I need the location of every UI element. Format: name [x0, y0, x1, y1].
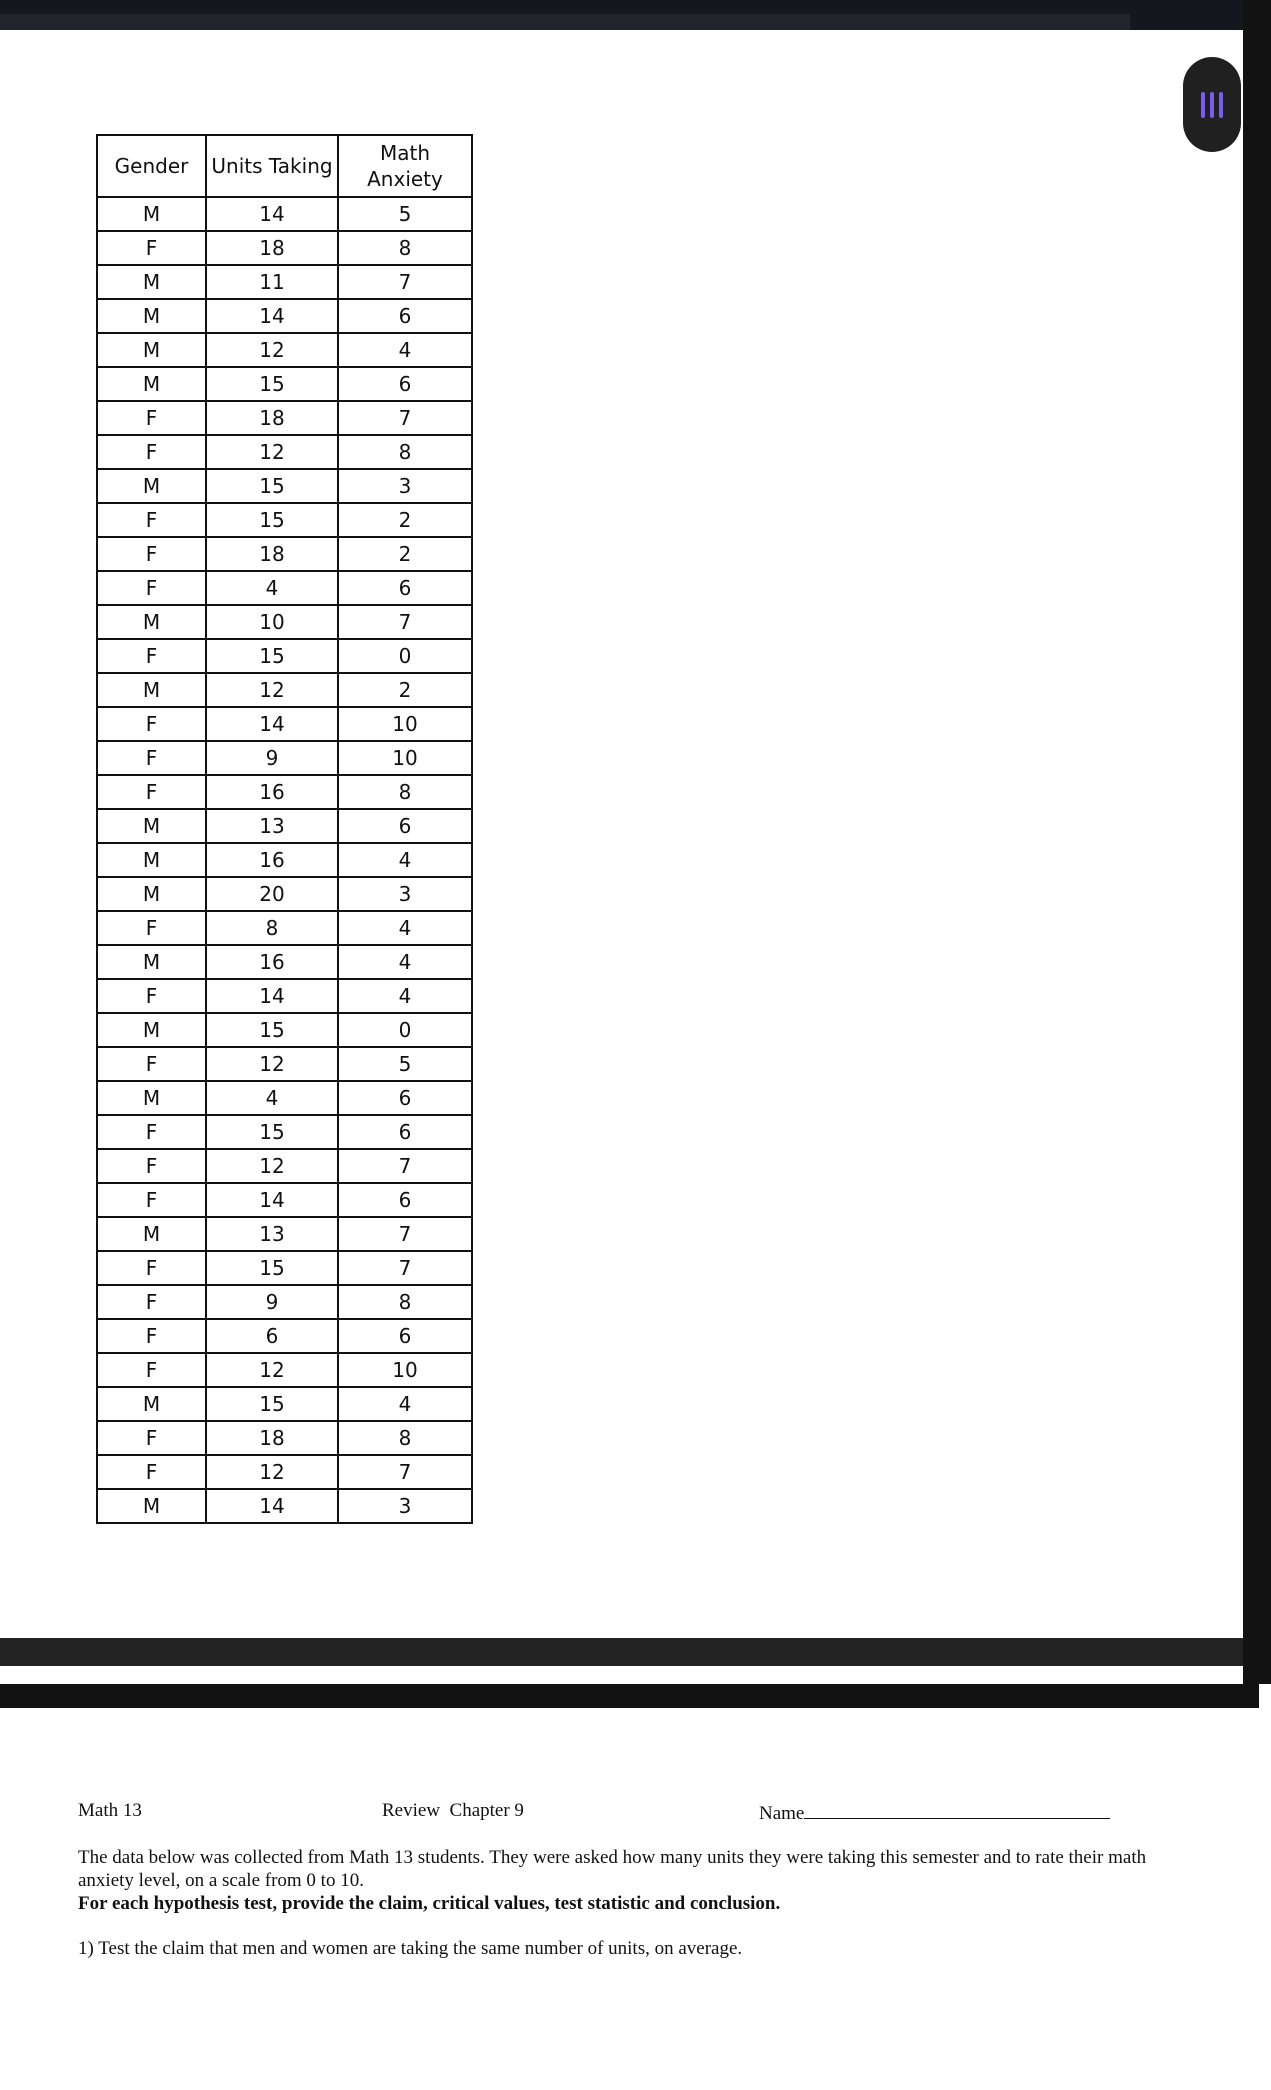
intro-paragraph: The data below was collected from Math 13 students. They were asked how many units they were taking this semester and to rate their math anxiety level, on a scale from 0 to 10.	[78, 1847, 1147, 1891]
name-label: Name	[759, 1803, 805, 1824]
cell-units: 16	[206, 945, 338, 979]
cell-units: 15	[206, 503, 338, 537]
cell-gender: F	[97, 775, 206, 809]
table-row	[97, 503, 472, 537]
cell-units: 14	[206, 299, 338, 333]
cell-gender: F	[97, 1149, 206, 1183]
header-units-taking: Units Taking	[206, 135, 338, 197]
table-row	[97, 571, 472, 605]
cell-gender: M	[97, 1387, 206, 1421]
cell-anxiety: 6	[338, 809, 472, 843]
cell-units: 12	[206, 1353, 338, 1387]
cell-gender: M	[97, 197, 206, 231]
cell-units: 12	[206, 333, 338, 367]
table-row	[97, 1455, 472, 1489]
cell-gender: M	[97, 877, 206, 911]
table-body	[97, 197, 472, 1523]
cell-anxiety: 2	[338, 673, 472, 707]
course-title: Math 13	[78, 1800, 142, 1821]
cell-anxiety: 8	[338, 435, 472, 469]
cell-anxiety: 6	[338, 1081, 472, 1115]
cell-units: 11	[206, 265, 338, 299]
cell-units: 9	[206, 1285, 338, 1319]
menu-button[interactable]	[1183, 57, 1241, 152]
cell-units: 14	[206, 979, 338, 1013]
cell-gender: F	[97, 503, 206, 537]
table-row	[97, 401, 472, 435]
cell-units: 13	[206, 809, 338, 843]
cell-units: 16	[206, 843, 338, 877]
data-table	[96, 134, 473, 1524]
table-row	[97, 1013, 472, 1047]
cell-anxiety: 6	[338, 367, 472, 401]
cell-gender: M	[97, 1013, 206, 1047]
top-bar-inner	[0, 14, 1130, 30]
cell-anxiety: 6	[338, 299, 472, 333]
cell-units: 8	[206, 911, 338, 945]
top-bar	[0, 0, 1271, 30]
table-row	[97, 1183, 472, 1217]
cell-anxiety: 4	[338, 843, 472, 877]
cell-gender: F	[97, 1115, 206, 1149]
separator-bar	[0, 1638, 1243, 1666]
cell-units: 12	[206, 1455, 338, 1489]
cell-gender: M	[97, 673, 206, 707]
name-field	[759, 1800, 1110, 1825]
table-row	[97, 1217, 472, 1251]
table-row	[97, 809, 472, 843]
table-row	[97, 945, 472, 979]
cell-units: 15	[206, 1251, 338, 1285]
cell-anxiety: 4	[338, 911, 472, 945]
name-line	[804, 1800, 1110, 1819]
worksheet	[78, 1800, 1158, 1960]
table-row	[97, 333, 472, 367]
menu-bars-icon	[1201, 92, 1223, 118]
table-row	[97, 639, 472, 673]
cell-anxiety: 6	[338, 1319, 472, 1353]
table-row	[97, 741, 472, 775]
cell-units: 14	[206, 1183, 338, 1217]
cell-anxiety: 7	[338, 1217, 472, 1251]
cell-gender: F	[97, 707, 206, 741]
cell-units: 13	[206, 1217, 338, 1251]
cell-units: 18	[206, 231, 338, 265]
cell-gender: M	[97, 1217, 206, 1251]
table-row	[97, 1421, 472, 1455]
table-row	[97, 1251, 472, 1285]
cell-units: 14	[206, 1489, 338, 1523]
cell-anxiety: 4	[338, 979, 472, 1013]
cell-anxiety: 4	[338, 945, 472, 979]
cell-anxiety: 10	[338, 707, 472, 741]
table-row	[97, 1387, 472, 1421]
cell-anxiety: 3	[338, 877, 472, 911]
review-title: Review Chapter 9	[382, 1800, 524, 1821]
table-row	[97, 1047, 472, 1081]
cell-units: 12	[206, 673, 338, 707]
cell-gender: F	[97, 1455, 206, 1489]
cell-gender: F	[97, 1183, 206, 1217]
cell-units: 16	[206, 775, 338, 809]
cell-gender: M	[97, 367, 206, 401]
cell-anxiety: 4	[338, 333, 472, 367]
cell-units: 9	[206, 741, 338, 775]
table-row	[97, 197, 472, 231]
cell-gender: F	[97, 639, 206, 673]
cell-units: 15	[206, 469, 338, 503]
cell-anxiety: 3	[338, 1489, 472, 1523]
table-row	[97, 1081, 472, 1115]
cell-anxiety: 7	[338, 1149, 472, 1183]
cell-anxiety: 6	[338, 1183, 472, 1217]
cell-anxiety: 7	[338, 605, 472, 639]
cell-gender: M	[97, 1081, 206, 1115]
table-row	[97, 1285, 472, 1319]
table-row	[97, 469, 472, 503]
cell-gender: F	[97, 231, 206, 265]
cell-units: 12	[206, 1149, 338, 1183]
cell-units: 18	[206, 401, 338, 435]
cell-units: 6	[206, 1319, 338, 1353]
cell-anxiety: 0	[338, 1013, 472, 1047]
cell-units: 12	[206, 1047, 338, 1081]
table-row	[97, 843, 472, 877]
cell-units: 4	[206, 571, 338, 605]
table-row	[97, 877, 472, 911]
cell-anxiety: 8	[338, 1285, 472, 1319]
cell-units: 15	[206, 1115, 338, 1149]
table-row	[97, 979, 472, 1013]
cell-gender: F	[97, 1421, 206, 1455]
cell-anxiety: 8	[338, 231, 472, 265]
cell-gender: M	[97, 605, 206, 639]
table-row	[97, 911, 472, 945]
cell-gender: F	[97, 1251, 206, 1285]
cell-gender: F	[97, 571, 206, 605]
table-row	[97, 1319, 472, 1353]
table-row	[97, 707, 472, 741]
table-row	[97, 435, 472, 469]
table-row	[97, 1115, 472, 1149]
cell-gender: M	[97, 945, 206, 979]
cell-units: 4	[206, 1081, 338, 1115]
table-row	[97, 1149, 472, 1183]
cell-gender: F	[97, 741, 206, 775]
cell-units: 18	[206, 537, 338, 571]
header-math-anxiety: Math Anxiety	[338, 135, 472, 197]
cell-anxiety: 2	[338, 537, 472, 571]
cell-anxiety: 6	[338, 571, 472, 605]
table-row	[97, 367, 472, 401]
instruction-text: For each hypothesis test, provide the claim, critical values, test statistic and conclusion.	[78, 1893, 781, 1914]
separator-right-gap	[1259, 1684, 1271, 1708]
table-row	[97, 673, 472, 707]
cell-anxiety: 7	[338, 1455, 472, 1489]
cell-anxiety: 3	[338, 469, 472, 503]
worksheet-header	[78, 1800, 1158, 1828]
cell-anxiety: 2	[338, 503, 472, 537]
table-row	[97, 605, 472, 639]
cell-gender: M	[97, 1489, 206, 1523]
header-gender: Gender	[97, 135, 206, 197]
intro-text	[78, 1846, 1153, 1916]
cell-anxiety: 7	[338, 1251, 472, 1285]
table-row	[97, 1489, 472, 1523]
cell-gender: F	[97, 1319, 206, 1353]
table-row	[97, 299, 472, 333]
cell-units: 15	[206, 367, 338, 401]
cell-gender: M	[97, 843, 206, 877]
cell-units: 12	[206, 435, 338, 469]
cell-gender: F	[97, 1047, 206, 1081]
cell-units: 18	[206, 1421, 338, 1455]
cell-anxiety: 10	[338, 741, 472, 775]
table-header-row	[97, 135, 472, 197]
cell-anxiety: 5	[338, 197, 472, 231]
table-row	[97, 1353, 472, 1387]
separator-bar-lower	[0, 1684, 1271, 1708]
cell-units: 10	[206, 605, 338, 639]
cell-anxiety: 8	[338, 1421, 472, 1455]
table-row	[97, 231, 472, 265]
table-row	[97, 775, 472, 809]
cell-gender: F	[97, 401, 206, 435]
cell-gender: F	[97, 911, 206, 945]
cell-anxiety: 6	[338, 1115, 472, 1149]
cell-anxiety: 4	[338, 1387, 472, 1421]
cell-units: 20	[206, 877, 338, 911]
cell-anxiety: 8	[338, 775, 472, 809]
cell-gender: F	[97, 435, 206, 469]
cell-units: 15	[206, 1013, 338, 1047]
cell-units: 15	[206, 639, 338, 673]
cell-units: 15	[206, 1387, 338, 1421]
right-edge-bar	[1243, 0, 1271, 1708]
cell-gender: M	[97, 299, 206, 333]
table-row	[97, 265, 472, 299]
cell-anxiety: 7	[338, 401, 472, 435]
cell-gender: F	[97, 1285, 206, 1319]
cell-gender: M	[97, 333, 206, 367]
cell-gender: F	[97, 1353, 206, 1387]
cell-anxiety: 5	[338, 1047, 472, 1081]
cell-units: 14	[206, 197, 338, 231]
cell-anxiety: 10	[338, 1353, 472, 1387]
table-row	[97, 537, 472, 571]
cell-units: 14	[206, 707, 338, 741]
cell-gender: F	[97, 537, 206, 571]
cell-gender: M	[97, 809, 206, 843]
cell-anxiety: 0	[338, 639, 472, 673]
cell-gender: F	[97, 979, 206, 1013]
cell-gender: M	[97, 469, 206, 503]
separator-gap	[0, 1666, 1243, 1684]
cell-anxiety: 7	[338, 265, 472, 299]
question-1: 1) Test the claim that men and women are taking the same number of units, on average.	[78, 1938, 743, 1959]
cell-gender: M	[97, 265, 206, 299]
